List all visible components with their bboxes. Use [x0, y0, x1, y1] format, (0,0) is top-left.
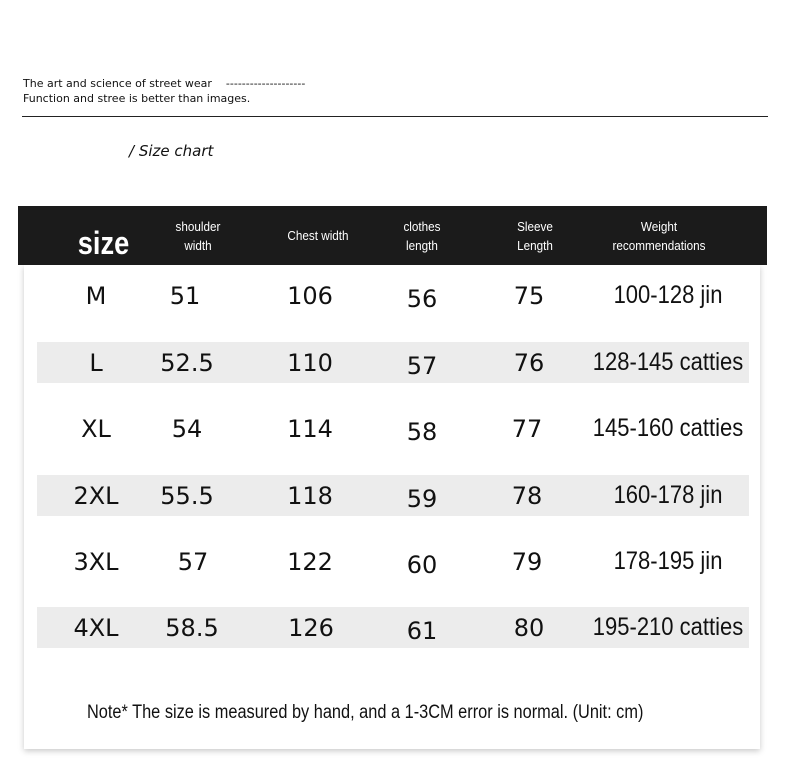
cell-shoulder: 57 [177, 547, 209, 576]
cell-sleeve: 76 [513, 348, 545, 377]
tagline-text-1: The art and science of street wear [23, 77, 212, 90]
header-sleeve-line-2: Length [517, 237, 553, 253]
section-title: / Size chart [129, 142, 214, 160]
cell-size: 3XL [73, 547, 119, 576]
cell-sleeve: 75 [513, 281, 545, 310]
cell-sleeve: 77 [511, 414, 543, 443]
cell-weight: 160-178 jin [613, 481, 723, 509]
cell-size: XL [81, 414, 111, 443]
header-shoulder-width [162, 206, 234, 265]
table-row [37, 541, 749, 582]
cell-shoulder: 51 [169, 281, 201, 310]
cell-chest: 126 [288, 613, 334, 642]
header-weight-line-2: recommendations [612, 237, 706, 253]
cell-weight: 100-128 jin [613, 281, 723, 309]
table-row [37, 275, 749, 316]
cell-shoulder: 52.5 [160, 348, 214, 377]
cell-shoulder: 55.5 [160, 481, 214, 510]
cell-chest: 114 [287, 414, 333, 443]
cell-size: 2XL [73, 481, 119, 510]
tagline-dashes: -------------------- [225, 77, 306, 90]
header-length-line-1: clothes [403, 218, 441, 234]
cell-size: M [85, 281, 107, 310]
cell-chest: 118 [287, 481, 333, 510]
header-shoulder-line-2: width [184, 237, 212, 253]
header-weight-recommendations [601, 206, 718, 265]
table-row [37, 607, 749, 648]
cell-length: 57 [406, 351, 438, 380]
cell-sleeve: 80 [513, 613, 545, 642]
cell-length: 59 [406, 484, 438, 513]
measurement-note: Note* The size is measured by hand, and a 1-3CM error is normal. (Unit: cm) [87, 702, 644, 723]
cell-shoulder: 54 [171, 414, 203, 443]
divider-rule [22, 116, 768, 117]
table-header [18, 206, 767, 265]
cell-size: 4XL [73, 613, 119, 642]
cell-chest: 106 [287, 281, 333, 310]
cell-chest: 122 [287, 547, 333, 576]
header-clothes-length [386, 206, 458, 265]
cell-weight: 145-160 catties [592, 414, 744, 442]
header-weight-line-1: Weight [640, 218, 678, 234]
header-sleeve-line-1: Sleeve [517, 218, 553, 234]
cell-size: L [89, 348, 103, 377]
table-row [37, 475, 749, 516]
cell-length: 60 [406, 550, 438, 579]
cell-sleeve: 79 [511, 547, 543, 576]
cell-length: 61 [406, 616, 438, 645]
tagline-line-1 [23, 77, 305, 90]
cell-weight: 128-145 catties [592, 348, 744, 376]
header-size: size [77, 225, 130, 261]
cell-weight: 178-195 jin [613, 547, 723, 575]
cell-length: 58 [406, 417, 438, 446]
tagline-line-2: Function and stree is better than images. [23, 92, 251, 105]
cell-chest: 110 [287, 348, 333, 377]
header-length-line-2: length [406, 237, 438, 253]
cell-sleeve: 78 [511, 481, 543, 510]
header-sleeve-length [499, 206, 571, 265]
cell-shoulder: 58.5 [165, 613, 219, 642]
header-chest-width: Chest width [287, 228, 349, 243]
cell-weight: 195-210 catties [592, 613, 744, 641]
cell-length: 56 [406, 284, 438, 313]
table-row [37, 408, 749, 449]
table-row [37, 342, 749, 383]
header-shoulder-line-1: shoulder [175, 218, 221, 234]
